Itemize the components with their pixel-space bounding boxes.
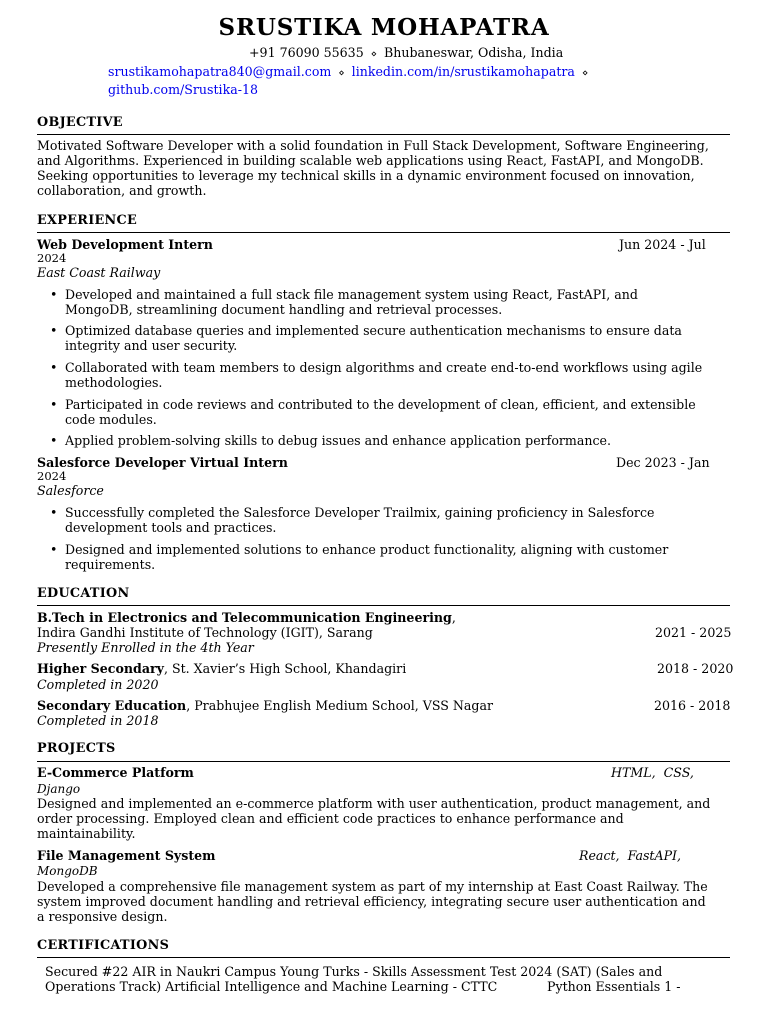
section-divider [37, 134, 730, 135]
section-divider [37, 957, 730, 958]
job-dates: Dec 2023 - Jan [616, 455, 710, 470]
job-role: Salesforce Developer Virtual Intern [37, 455, 288, 470]
job-dates: Jun 2024 - Jul [619, 237, 706, 252]
education-status: Completed in 2018 [37, 713, 159, 728]
list-item: • Applied problem-solving skills to debug issues and enhance application performance. [65, 433, 725, 448]
institution: , St. Xavier’s High School, Khandagiri [163, 661, 407, 676]
job-company: East Coast Railway [37, 265, 161, 280]
certification-line: Python Essentials 1 - [547, 979, 681, 994]
education-entry-heading [37, 661, 406, 676]
list-item: • Optimized database queries and implemented secure authentication mechanisms to ensure data integrity and user security. [65, 323, 725, 353]
project-name: File Management System [37, 848, 216, 863]
diamond-separator-icon: ⋄ [338, 68, 345, 79]
job-role: Web Development Intern [37, 237, 213, 252]
list-item: • Participated in code reviews and contributed to the development of clean, efficient, and extensible code modules. [65, 397, 725, 427]
education-years: 2021 - 2025 [655, 625, 732, 640]
project-tech-cont: Django [37, 782, 81, 796]
institution: , Prabhujee English Medium School, VSS Nagar [186, 698, 494, 713]
project-desc-line: system improved document handling and retrieval efficiency, integrating secure user authentication and [37, 894, 706, 909]
education-years: 2016 - 2018 [654, 698, 731, 713]
objective-line: collaboration, and growth. [37, 183, 207, 198]
objective-line: Motivated Software Developer with a solid foundation in Full Stack Development, Software Engineering, [37, 138, 709, 153]
project-desc-line: a responsive design. [37, 909, 168, 924]
section-title-objective: OBJECTIVE [37, 115, 123, 130]
section-title-education: EDUCATION [37, 586, 130, 601]
project-desc-line: order processing. Employed clean and efficient code practices to enhance performance and [37, 811, 624, 826]
section-title-experience: EXPERIENCE [37, 213, 138, 228]
list-item: • Designed and implemented solutions to enhance product functionality, aligning with customer requirements. [65, 542, 725, 572]
section-divider [37, 232, 730, 233]
phone: +91 76090 55635 [249, 45, 364, 60]
github-link[interactable]: github.com/Srustika-18 [108, 82, 258, 97]
contact-line-2 [108, 64, 591, 81]
project-tech-cont: MongoDB [37, 864, 98, 878]
linkedin-link[interactable]: linkedin.com/in/srustikamohapatra [351, 64, 575, 79]
section-title-projects: PROJECTS [37, 741, 116, 756]
institution: Indira Gandhi Institute of Technology (IGIT), Sarang [37, 625, 373, 640]
project-tech: HTML, CSS, [611, 765, 694, 780]
certification-line: Secured #22 AIR in Naukri Campus Young Turks - Skills Assessment Test 2024 (SAT) (Sales and [45, 964, 663, 979]
diamond-separator-icon: ⋄ [581, 68, 589, 79]
email-link[interactable]: srustikamohapatra840@gmail.com [108, 64, 332, 79]
education-years: 2018 - 2020 [657, 661, 734, 676]
project-desc-line: Designed and implemented an e-commerce platform with user authentication, product management, and [37, 796, 711, 811]
project-tech: React, FastAPI, [579, 848, 682, 863]
job-dates-end: 2024 [37, 251, 67, 265]
list-item: • Collaborated with team members to design algorithms and create end-to-end workflows using agile methodologies. [65, 360, 725, 390]
degree: Secondary Education [37, 698, 187, 713]
resume-name: SRUSTIKA MOHAPATRA [218, 14, 550, 41]
project-desc-line: Developed a comprehensive file management system as part of my internship at East Coast Railway. The [37, 879, 708, 894]
degree: B.Tech in Electronics and Telecommunication Engineering [37, 610, 452, 625]
degree-comma: , [451, 610, 456, 625]
degree: Higher Secondary [37, 661, 164, 676]
project-name: E-Commerce Platform [37, 765, 194, 780]
section-title-certifications: CERTIFICATIONS [37, 938, 170, 953]
job-company: Salesforce [37, 483, 104, 498]
education-status: Presently Enrolled in the 4th Year [37, 640, 254, 655]
education-entry-heading [37, 610, 456, 625]
project-desc-line: maintainability. [37, 826, 136, 841]
diamond-separator-icon: ⋄ [370, 49, 377, 60]
list-item: • Developed and maintained a full stack file management system using React, FastAPI, and MongoDB, streamlining document handling and retrieval processes. [65, 287, 725, 317]
section-divider [37, 605, 730, 606]
objective-line: and Algorithms. Experienced in building scalable web applications using React, FastAPI, and MongoDB. [37, 153, 704, 168]
contact-line-3 [108, 82, 258, 97]
education-entry-heading [37, 698, 493, 713]
job-dates-end: 2024 [37, 469, 67, 483]
list-item: • Successfully completed the Salesforce Developer Trailmix, gaining proficiency in Salesforce development tools and practices. [65, 505, 725, 535]
contact-line-1 [249, 45, 563, 62]
education-status: Completed in 2020 [37, 677, 159, 692]
location: Bhubaneswar, Odisha, India [384, 45, 564, 60]
section-divider [37, 761, 730, 762]
certification-line: Operations Track) Artificial Intelligence and Machine Learning - CTTC [45, 979, 498, 994]
objective-line: Seeking opportunities to leverage my technical skills in a dynamic environment focused on innovation, [37, 168, 695, 183]
